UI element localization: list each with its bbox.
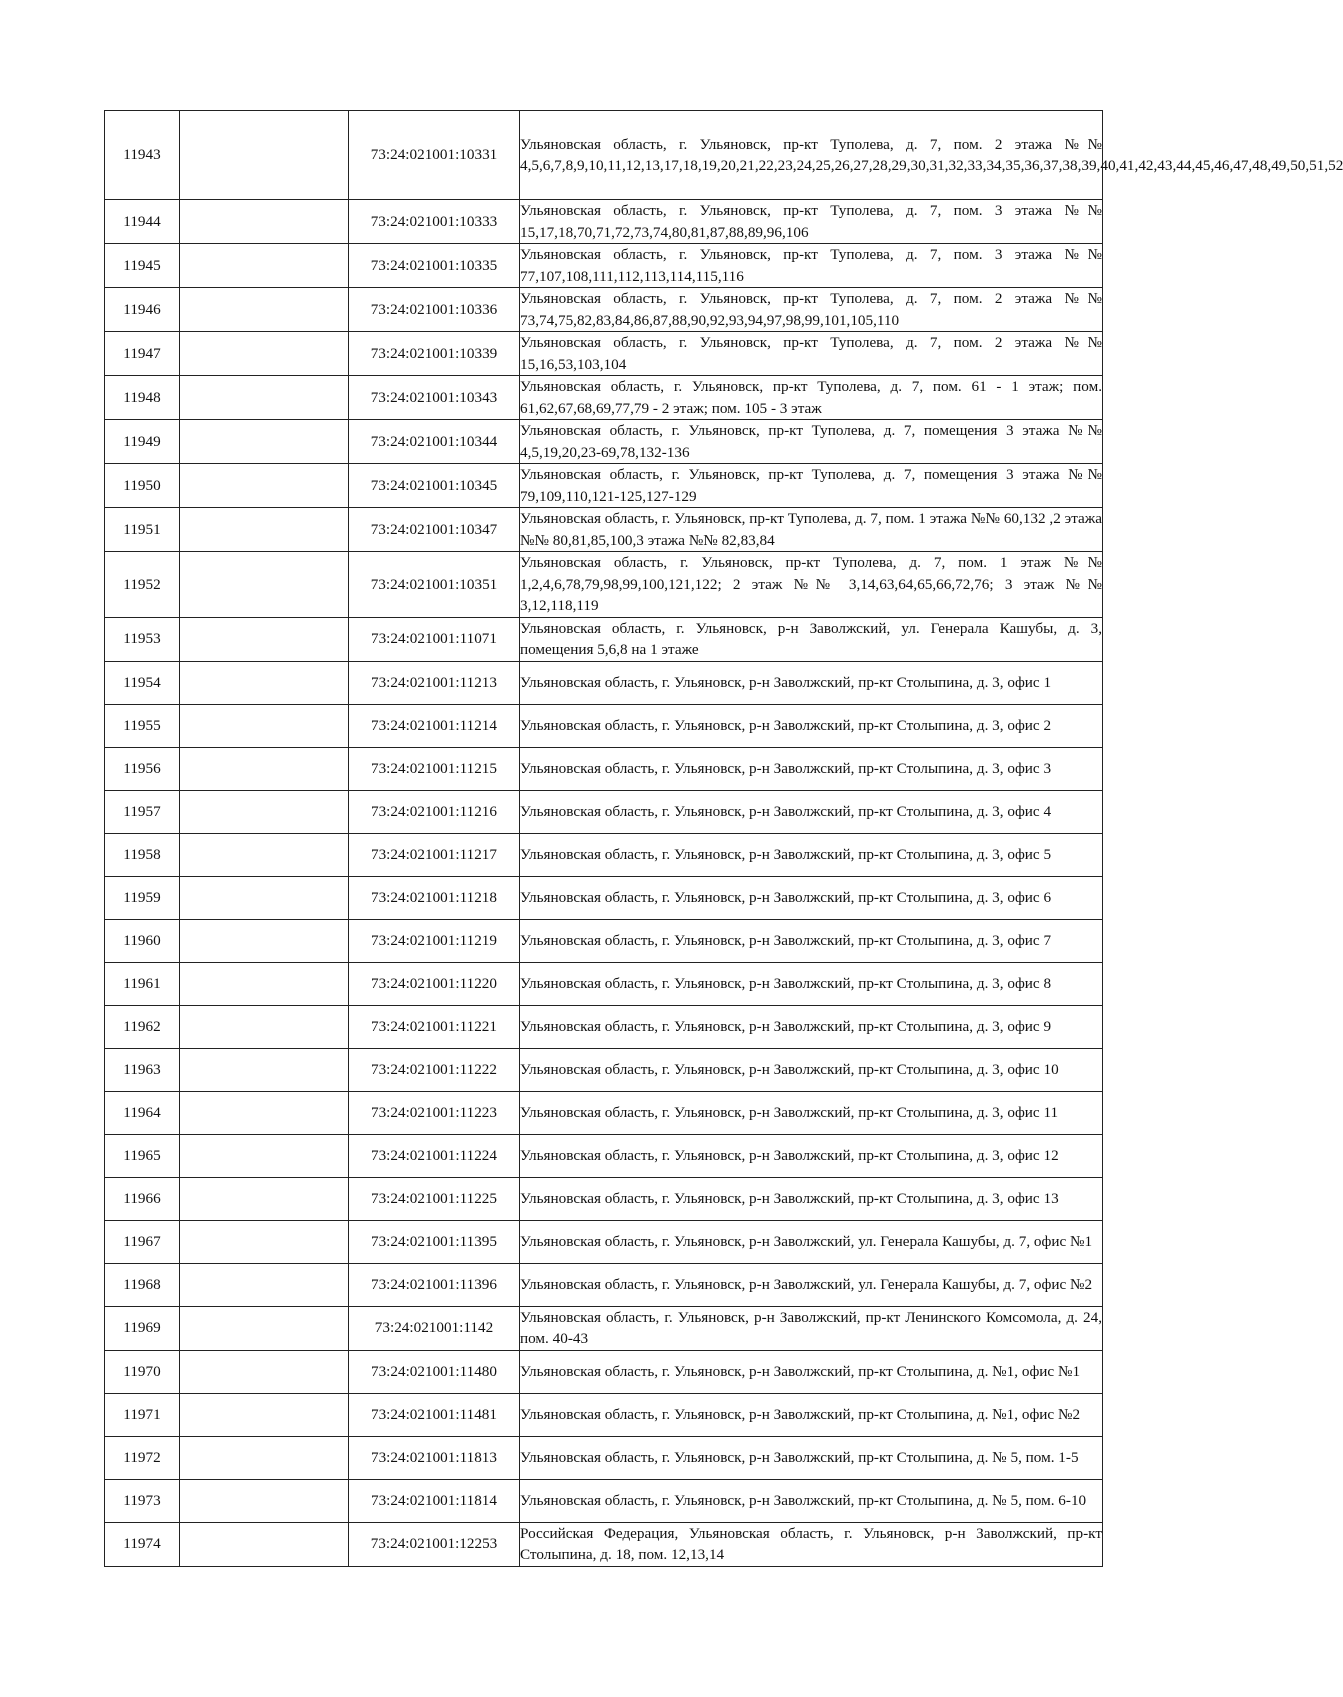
empty-cell — [180, 1522, 349, 1566]
cadastral-number: 73:24:021001:12253 — [349, 1522, 520, 1566]
table-row — [105, 1306, 1103, 1350]
address-cell: Ульяновская область, г. Ульяновск, р-н Заволжский, пр-кт Столыпина, д. №1, офис №2 — [520, 1393, 1103, 1436]
row-number: 11946 — [105, 288, 180, 332]
empty-cell — [180, 704, 349, 747]
row-number: 11952 — [105, 552, 180, 618]
registry-body — [105, 111, 1343, 1567]
table-row — [105, 552, 1103, 618]
row-number: 11968 — [105, 1263, 180, 1306]
table-row — [105, 704, 1103, 747]
address-cell: Ульяновская область, г. Ульяновск, р-н Заволжский, пр-кт Столыпина, д. 3, офис 1 — [520, 661, 1103, 704]
address-cell: Ульяновская область, г. Ульяновск, пр-кт Туполева, д. 7, пом. 1 этаж №№ 1,2,4,6,78,79,98,99,100,121,122; 2 этаж №№ 3,14,63,64,65,66,72,76; 3 этаж №№ 3,12,118,119 — [520, 552, 1103, 618]
table-row — [105, 833, 1103, 876]
address-cell: Ульяновская область, г. Ульяновск, р-н Заволжский, пр-кт Столыпина, д. 3, офис 3 — [520, 747, 1103, 790]
table-row — [105, 1177, 1103, 1220]
row-number: 11963 — [105, 1048, 180, 1091]
address-cell: Ульяновская область, г. Ульяновск, р-н Заволжский, пр-кт Столыпина, д. №1, офис №1 — [520, 1350, 1103, 1393]
property-registry-table — [104, 110, 1343, 1567]
address-cell: Ульяновская область, г. Ульяновск, р-н Заволжский, пр-кт Столыпина, д. 3, офис 11 — [520, 1091, 1103, 1134]
table-row — [105, 111, 1103, 200]
empty-cell — [180, 1479, 349, 1522]
empty-cell — [180, 244, 349, 288]
empty-cell — [180, 1350, 349, 1393]
cadastral-number: 73:24:021001:11221 — [349, 1005, 520, 1048]
empty-cell — [180, 876, 349, 919]
cadastral-number: 73:24:021001:11219 — [349, 919, 520, 962]
empty-cell — [180, 1436, 349, 1479]
empty-cell — [180, 747, 349, 790]
cadastral-number: 73:24:021001:11217 — [349, 833, 520, 876]
cadastral-number: 73:24:021001:10336 — [349, 288, 520, 332]
table-row — [105, 1134, 1103, 1177]
row-number: 11973 — [105, 1479, 180, 1522]
row-number: 11970 — [105, 1350, 180, 1393]
address-cell: Ульяновская область, г. Ульяновск, р-н Заволжский, пр-кт Столыпина, д. 3, офис 2 — [520, 704, 1103, 747]
cadastral-number: 73:24:021001:11396 — [349, 1263, 520, 1306]
row-number: 11954 — [105, 661, 180, 704]
cadastral-number: 73:24:021001:11215 — [349, 747, 520, 790]
empty-cell — [180, 1134, 349, 1177]
table-row — [105, 1393, 1103, 1436]
table-row — [105, 876, 1103, 919]
empty-cell — [180, 661, 349, 704]
row-number: 11960 — [105, 919, 180, 962]
table-row — [105, 288, 1103, 332]
table-row — [105, 200, 1103, 244]
table-row — [105, 332, 1103, 376]
address-cell: Ульяновская область, г. Ульяновск, пр-кт Туполева, д. 7, пом. 2 этажа №№ 15,16,53,103,104 — [520, 332, 1103, 376]
row-number: 11950 — [105, 464, 180, 508]
table-row — [105, 919, 1103, 962]
row-number: 11964 — [105, 1091, 180, 1134]
row-number: 11955 — [105, 704, 180, 747]
row-number: 11944 — [105, 200, 180, 244]
address-cell: Ульяновская область, г. Ульяновск, р-н Заволжский, ул. Генерала Кашубы, д. 3, помещения 5,6,8 на 1 этаже — [520, 617, 1103, 661]
empty-cell — [180, 1048, 349, 1091]
cadastral-number: 73:24:021001:11213 — [349, 661, 520, 704]
table-row — [105, 661, 1103, 704]
table-row — [105, 962, 1103, 1005]
row-number: 11949 — [105, 420, 180, 464]
table-row — [105, 508, 1103, 552]
address-cell: Ульяновская область, г. Ульяновск, р-н Заволжский, пр-кт Столыпина, д. № 5, пом. 1-5 — [520, 1436, 1103, 1479]
empty-cell — [180, 1263, 349, 1306]
address-cell: Ульяновская область, г. Ульяновск, р-н Заволжский, пр-кт Столыпина, д. 3, офис 7 — [520, 919, 1103, 962]
cadastral-number: 73:24:021001:11480 — [349, 1350, 520, 1393]
table-row — [105, 1479, 1103, 1522]
table-row — [105, 1436, 1103, 1479]
cadastral-number: 73:24:021001:1142 — [349, 1306, 520, 1350]
row-number: 11945 — [105, 244, 180, 288]
table-row — [105, 1263, 1103, 1306]
address-cell: Ульяновская область, г. Ульяновск, р-н Заволжский, пр-кт Ленинского Комсомола, д. 24, пом. 40-43 — [520, 1306, 1103, 1350]
empty-cell — [180, 376, 349, 420]
table-row — [105, 464, 1103, 508]
row-number: 11947 — [105, 332, 180, 376]
address-cell: Ульяновская область, г. Ульяновск, пр-кт Туполева, д. 7, помещения 3 этажа №№ 79,109,110,121-125,127-129 — [520, 464, 1103, 508]
cadastral-number: 73:24:021001:11481 — [349, 1393, 520, 1436]
cadastral-number: 73:24:021001:10344 — [349, 420, 520, 464]
cadastral-number: 73:24:021001:11216 — [349, 790, 520, 833]
cadastral-number: 73:24:021001:10339 — [349, 332, 520, 376]
address-cell: Ульяновская область, г. Ульяновск, пр-кт Туполева, д. 7, помещения 3 этажа №№ 4,5,19,20,23-69,78,132-136 — [520, 420, 1103, 464]
row-number: 11971 — [105, 1393, 180, 1436]
table-row — [105, 617, 1103, 661]
empty-cell — [180, 420, 349, 464]
address-cell: Ульяновская область, г. Ульяновск, р-н Заволжский, пр-кт Столыпина, д. № 5, пом. 6-10 — [520, 1479, 1103, 1522]
table-row — [105, 1091, 1103, 1134]
table-row — [105, 790, 1103, 833]
address-cell: Ульяновская область, г. Ульяновск, р-н Заволжский, пр-кт Столыпина, д. 3, офис 9 — [520, 1005, 1103, 1048]
table-row — [105, 1005, 1103, 1048]
empty-cell — [180, 288, 349, 332]
empty-cell — [180, 464, 349, 508]
row-number: 11962 — [105, 1005, 180, 1048]
address-cell: Ульяновская область, г. Ульяновск, пр-кт Туполева, д. 7, пом. 2 этажа №№ 73,74,75,82,83,84,86,87,88,90,92,93,94,97,98,99,101,105,110 — [520, 288, 1103, 332]
cadastral-number: 73:24:021001:10345 — [349, 464, 520, 508]
address-cell: Ульяновская область, г. Ульяновск, пр-кт Туполева, д. 7, пом. 3 этажа №№ 77,107,108,111,112,113,114,115,116 — [520, 244, 1103, 288]
row-number: 11958 — [105, 833, 180, 876]
cadastral-number: 73:24:021001:11225 — [349, 1177, 520, 1220]
cadastral-number: 73:24:021001:11813 — [349, 1436, 520, 1479]
empty-cell — [180, 919, 349, 962]
row-number: 11972 — [105, 1436, 180, 1479]
address-cell: Ульяновская область, г. Ульяновск, пр-кт Туполева, д. 7, пом. 1 этажа №№ 60,132 ,2 этажа №№ 80,81,85,100,3 этажа №№ 82,83,84 — [520, 508, 1103, 552]
row-number: 11969 — [105, 1306, 180, 1350]
address-cell: Ульяновская область, г. Ульяновск, р-н Заволжский, пр-кт Столыпина, д. 3, офис 5 — [520, 833, 1103, 876]
cadastral-number: 73:24:021001:11224 — [349, 1134, 520, 1177]
cadastral-number: 73:24:021001:11214 — [349, 704, 520, 747]
address-cell: Ульяновская область, г. Ульяновск, пр-кт Туполева, д. 7, пом. 61 - 1 этаж; пом. 61,62,67,68,69,77,79 - 2 этаж; пом. 105 - 3 этаж — [520, 376, 1103, 420]
cadastral-number: 73:24:021001:11220 — [349, 962, 520, 1005]
table-row — [105, 747, 1103, 790]
cadastral-number: 73:24:021001:10333 — [349, 200, 520, 244]
row-number: 11959 — [105, 876, 180, 919]
empty-cell — [180, 1177, 349, 1220]
empty-cell — [180, 1220, 349, 1263]
empty-cell — [180, 1306, 349, 1350]
empty-cell — [180, 790, 349, 833]
empty-cell — [180, 962, 349, 1005]
address-cell: Ульяновская область, г. Ульяновск, р-н Заволжский, ул. Генерала Кашубы, д. 7, офис №2 — [520, 1263, 1103, 1306]
cadastral-number: 73:24:021001:11223 — [349, 1091, 520, 1134]
cadastral-number: 73:24:021001:11814 — [349, 1479, 520, 1522]
cadastral-number: 73:24:021001:10347 — [349, 508, 520, 552]
address-cell: Ульяновская область, г. Ульяновск, р-н Заволжский, пр-кт Столыпина, д. 3, офис 13 — [520, 1177, 1103, 1220]
cadastral-number: 73:24:021001:11395 — [349, 1220, 520, 1263]
address-cell: Ульяновская область, г. Ульяновск, р-н Заволжский, пр-кт Столыпина, д. 3, офис 4 — [520, 790, 1103, 833]
empty-cell — [180, 617, 349, 661]
row-number: 11966 — [105, 1177, 180, 1220]
cadastral-number: 73:24:021001:11222 — [349, 1048, 520, 1091]
row-number: 11956 — [105, 747, 180, 790]
empty-cell — [180, 1005, 349, 1048]
row-number: 11953 — [105, 617, 180, 661]
empty-cell — [180, 111, 349, 200]
table-row — [105, 1220, 1103, 1263]
table-row — [105, 1522, 1103, 1566]
address-cell: Ульяновская область, г. Ульяновск, р-н Заволжский, пр-кт Столыпина, д. 3, офис 6 — [520, 876, 1103, 919]
address-cell: Ульяновская область, г. Ульяновск, пр-кт Туполева, д. 7, пом. 2 этажа №№ 4,5,6,7,8,9,10,11,12,13,17,18,19,20,21,22,23,24,25,26,27,28,29,30,31,32,33,34,35,36,37,38,39,40,41,42,43,44,45,46,47,48,49,50,51,52 — [520, 111, 1103, 200]
cadastral-number: 73:24:021001:11071 — [349, 617, 520, 661]
row-number: 11965 — [105, 1134, 180, 1177]
table-row — [105, 376, 1103, 420]
row-number: 11967 — [105, 1220, 180, 1263]
address-cell: Ульяновская область, г. Ульяновск, р-н Заволжский, ул. Генерала Кашубы, д. 7, офис №1 — [520, 1220, 1103, 1263]
address-cell: Ульяновская область, г. Ульяновск, р-н Заволжский, пр-кт Столыпина, д. 3, офис 8 — [520, 962, 1103, 1005]
address-cell: Ульяновская область, г. Ульяновск, пр-кт Туполева, д. 7, пом. 3 этажа №№ 15,17,18,70,71,72,73,74,80,81,87,88,89,96,106 — [520, 200, 1103, 244]
empty-cell — [180, 508, 349, 552]
empty-cell — [180, 552, 349, 618]
row-number: 11951 — [105, 508, 180, 552]
table-row — [105, 244, 1103, 288]
address-cell: Ульяновская область, г. Ульяновск, р-н Заволжский, пр-кт Столыпина, д. 3, офис 12 — [520, 1134, 1103, 1177]
row-number: 11957 — [105, 790, 180, 833]
row-number: 11974 — [105, 1522, 180, 1566]
cadastral-number: 73:24:021001:10343 — [349, 376, 520, 420]
cadastral-number: 73:24:021001:10351 — [349, 552, 520, 618]
empty-cell — [180, 332, 349, 376]
table-row — [105, 1048, 1103, 1091]
empty-cell — [180, 1091, 349, 1134]
cadastral-number: 73:24:021001:10335 — [349, 244, 520, 288]
empty-cell — [180, 1393, 349, 1436]
empty-cell — [180, 200, 349, 244]
address-cell: Ульяновская область, г. Ульяновск, р-н Заволжский, пр-кт Столыпина, д. 3, офис 10 — [520, 1048, 1103, 1091]
row-number: 11943 — [105, 111, 180, 200]
table-row — [105, 1350, 1103, 1393]
row-number: 11961 — [105, 962, 180, 1005]
address-cell: Российская Федерация, Ульяновская область, г. Ульяновск, р-н Заволжский, пр-кт Столыпина, д. 18, пом. 12,13,14 — [520, 1522, 1103, 1566]
cadastral-number: 73:24:021001:11218 — [349, 876, 520, 919]
row-number: 11948 — [105, 376, 180, 420]
table-row — [105, 420, 1103, 464]
cadastral-number: 73:24:021001:10331 — [349, 111, 520, 200]
empty-cell — [180, 833, 349, 876]
